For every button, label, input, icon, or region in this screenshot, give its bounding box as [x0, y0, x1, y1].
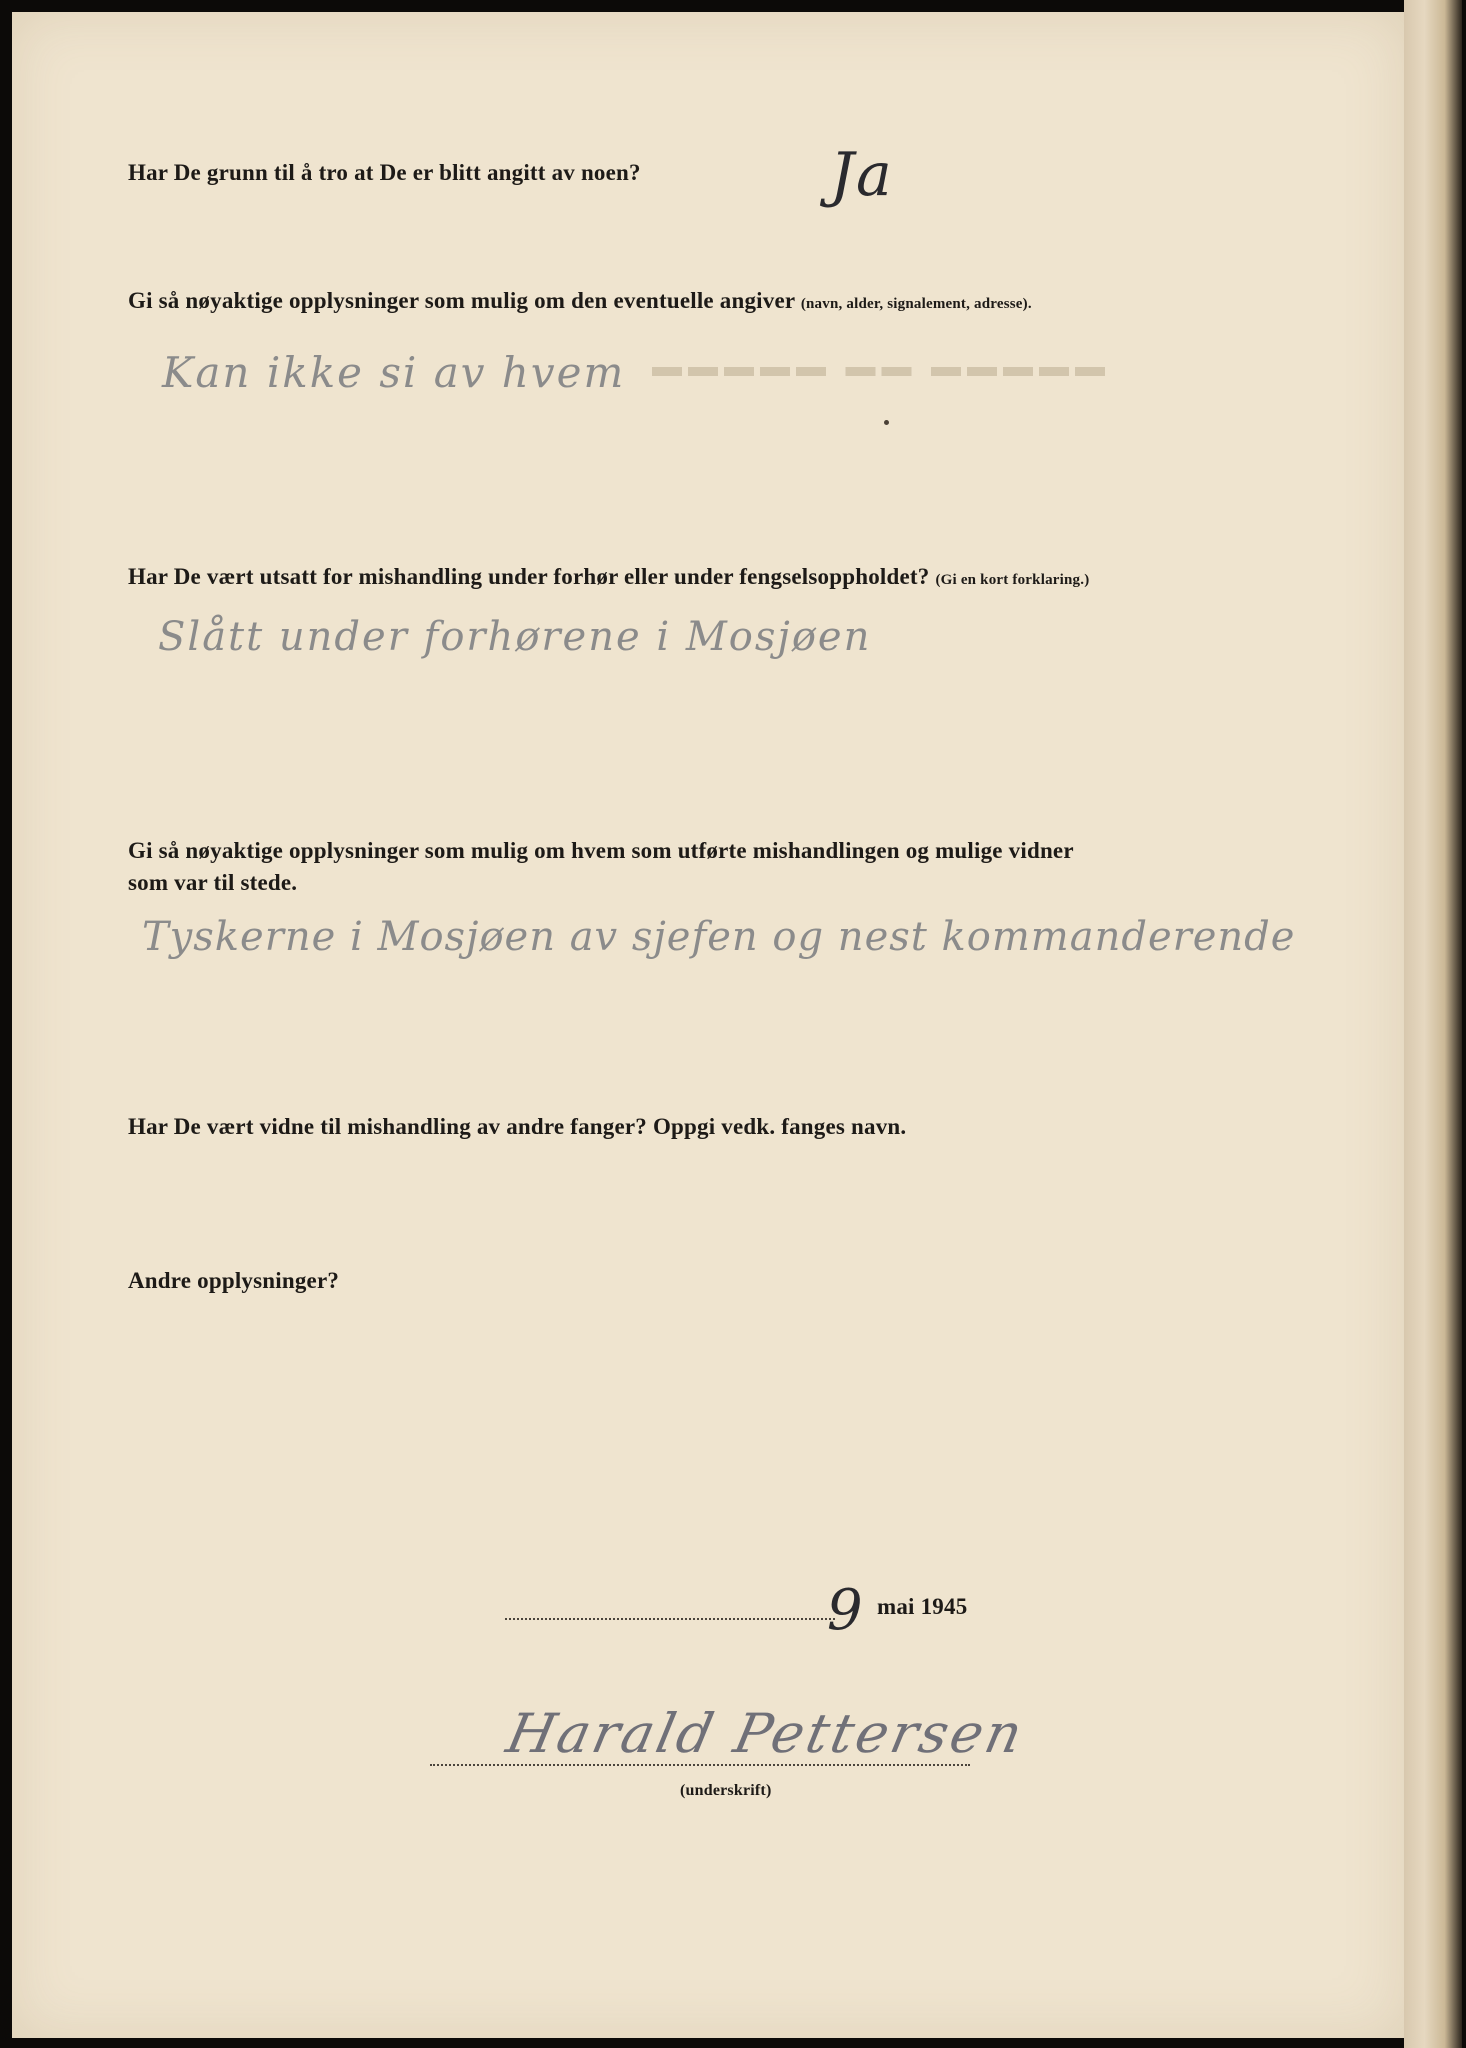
- signature-label: (underskrift): [680, 1782, 772, 1799]
- ink-speck: [884, 420, 889, 425]
- question-mistreatment-note: (Gi en kort forklaring.): [935, 572, 1090, 588]
- form-page: [12, 12, 1404, 2038]
- question-witness: Har De vært vidne til mishandling av andre fanger? Oppgi vedk. fanges navn.: [128, 1114, 907, 1139]
- show-through-text: ▬▬▬▬▬ ▬▬ ▬▬▬▬▬: [652, 350, 1111, 383]
- question-denounced: Har De grunn til å tro at De er blitt angitt av noen?: [128, 160, 641, 185]
- date-line: [505, 1578, 1005, 1643]
- question-other-info: Andre opplysninger?: [128, 1268, 340, 1293]
- page-edge: [1404, 0, 1462, 2048]
- date-dotted-line: [505, 1618, 835, 1620]
- answer-perpetrators: Tyskerne i Mosjøen av sjefen og nest kommanderende: [142, 914, 1296, 960]
- date-day: 9: [827, 1578, 863, 1643]
- signature: Harald Pettersen: [501, 1702, 1031, 1765]
- answer-mistreatment: Slått under forhørene i Mosjøen: [158, 614, 872, 660]
- question-perpetrators-line2: som var til stede.: [128, 870, 298, 895]
- question-perpetrators-line1: Gi så nøyaktige opplysninger som mulig om hvem som utførte mishandlingen og mulige vidner: [128, 838, 1074, 863]
- date-month-year: mai 1945: [877, 1594, 968, 1619]
- question-mistreatment: Har De vært utsatt for mishandling under forhør eller under fengselsoppholdet? (Gi en kort forklaring.): [128, 564, 1090, 589]
- answer-denounced: Ja: [830, 140, 894, 210]
- question-informant: Gi så nøyaktige opplysninger som mulig om den eventuelle angiver (navn, alder, signalement, adresse).: [128, 288, 1032, 313]
- question-informant-note: (navn, alder, signalement, adresse).: [800, 296, 1032, 312]
- answer-informant: Kan ikke si av hvem: [162, 348, 626, 397]
